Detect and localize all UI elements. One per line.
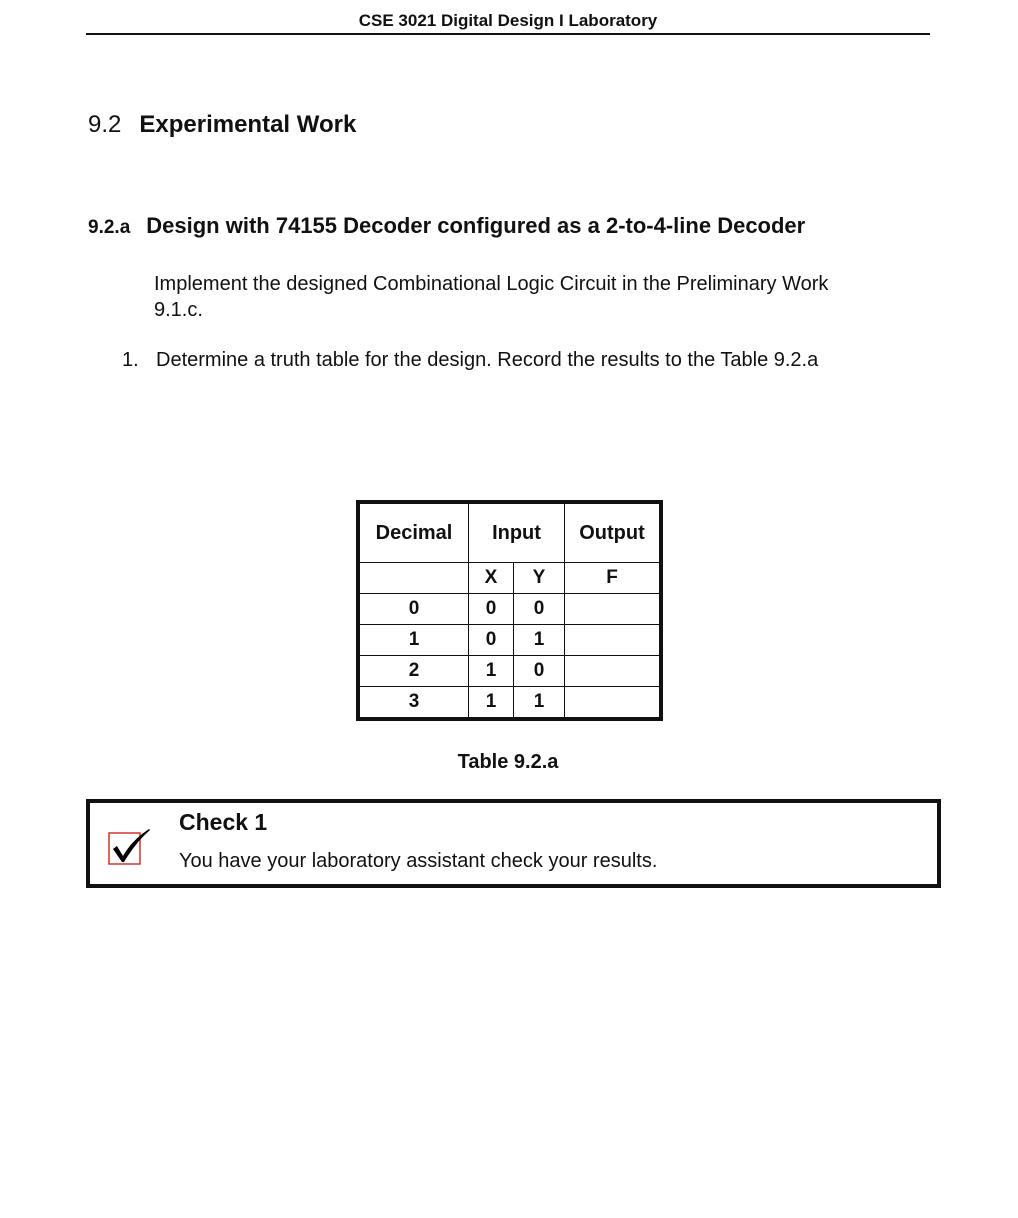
subsection-heading (88, 212, 805, 242)
header-rule (86, 33, 930, 35)
table-caption: Table 9.2.a (457, 751, 559, 773)
header-output: Output (565, 502, 662, 563)
section-title: Experimental Work (139, 111, 357, 138)
running-header: CSE 3021 Digital Design I Laboratory (358, 11, 658, 30)
step-number: 1. (122, 349, 139, 371)
check-title: Check 1 (179, 809, 268, 835)
header-decimal: Decimal (358, 502, 469, 563)
cell-f[interactable] (565, 656, 662, 687)
cell-y: 1 (514, 687, 565, 720)
cell-f[interactable] (565, 687, 662, 720)
table-header-row (358, 502, 661, 563)
check-box (86, 799, 941, 888)
truth-table (356, 500, 663, 721)
step-text: Determine a truth table for the design. Record the results to the Table 9.2.a (156, 349, 819, 371)
cell-decimal: 1 (358, 625, 469, 656)
subheader-f: F (565, 563, 662, 594)
subheader-decimal-blank (358, 563, 469, 594)
cell-x: 1 (469, 656, 514, 687)
subsection-number: 9.2.a (88, 217, 131, 238)
cell-decimal: 2 (358, 656, 469, 687)
header-input: Input (469, 502, 565, 563)
cell-f[interactable] (565, 625, 662, 656)
check-text: You have your laboratory assistant check your results. (179, 850, 658, 872)
subsection-title: Design with 74155 Decoder configured as a 2-to-4-line Decoder (146, 213, 806, 238)
table-row (358, 594, 661, 625)
table-row (358, 625, 661, 656)
cell-x: 0 (469, 594, 514, 625)
cell-y: 1 (514, 625, 565, 656)
intro-paragraph: Implement the designed Combinational Logic Circuit in the Preliminary Work 9.1.c. (154, 273, 829, 321)
cell-y: 0 (514, 594, 565, 625)
cell-y: 0 (514, 656, 565, 687)
table-row (358, 656, 661, 687)
subheader-x: X (469, 563, 514, 594)
cell-f[interactable] (565, 594, 662, 625)
section-heading (88, 110, 356, 140)
cell-x: 1 (469, 687, 514, 720)
checkmark-icon (108, 828, 152, 873)
table-row (358, 687, 661, 720)
cell-decimal: 0 (358, 594, 469, 625)
cell-decimal: 3 (358, 687, 469, 720)
table-subheader-row (358, 563, 661, 594)
section-number: 9.2 (88, 111, 122, 138)
step-item (122, 347, 818, 373)
subheader-y: Y (514, 563, 565, 594)
cell-x: 0 (469, 625, 514, 656)
